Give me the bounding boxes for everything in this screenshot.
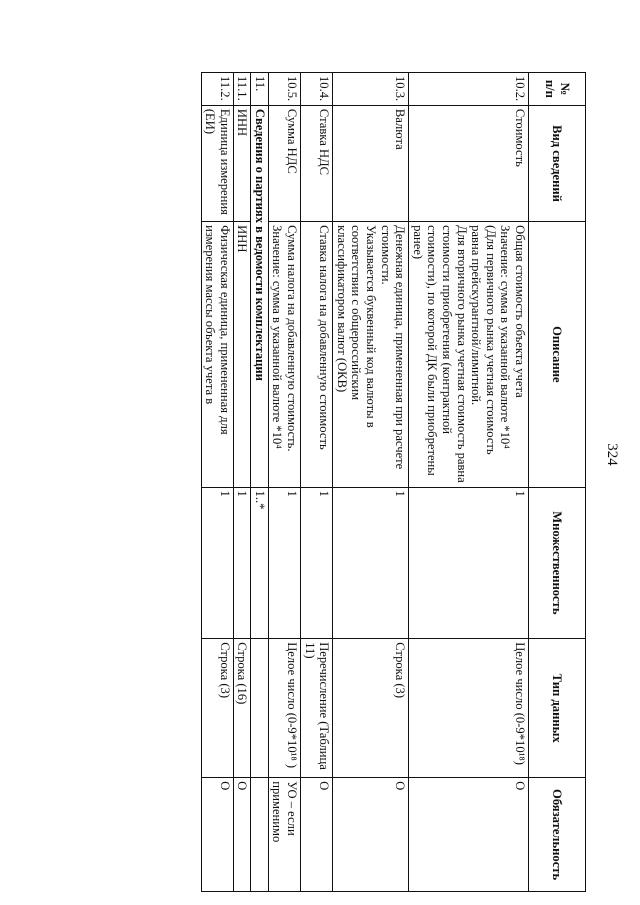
cell-section-title: Сведения о партиях в ведомости комплектации (251, 105, 269, 487)
cell-kind: Единица измерения (ЕИ) (201, 105, 233, 221)
page-number: 324 (603, 443, 620, 466)
cell-multiplicity: 1 (301, 487, 333, 639)
header-num: № п/п (529, 73, 586, 106)
cell-description: ИНН (233, 222, 251, 487)
cell-mandatory: УО – если применимо (268, 778, 300, 892)
cell-num: 10.3. (333, 73, 409, 106)
cell-kind: Стоимость (409, 105, 529, 221)
cell-multiplicity: 1 (268, 487, 300, 639)
table-row (268, 73, 300, 892)
header-kind: Вид сведений (529, 105, 586, 221)
cell-empty (251, 639, 269, 778)
cell-num: 11. (251, 73, 269, 106)
cell-data-type: Строка (3) (333, 639, 409, 778)
table-row (409, 73, 529, 892)
cell-multiplicity: 1 (233, 487, 251, 639)
cell-data-type: Строка (3) (201, 639, 233, 778)
cell-data-type: Перечисление (Таблица 11) (301, 639, 333, 778)
table-row (333, 73, 409, 892)
table-body (201, 73, 528, 892)
cell-num: 11.2. (201, 73, 233, 106)
cell-description: Денежная единица, примененная при расчете стоимости. Указывается буквенный код валюты в соответствии с общероссийским классификатором валют (ОКВ) (333, 222, 409, 487)
cell-kind: ИНН (233, 105, 251, 221)
header-multiplicity: Множественность (529, 487, 586, 639)
cell-multiplicity: 1 (333, 487, 409, 639)
cell-kind: Ставка НДС (301, 105, 333, 221)
cell-kind: Сумма НДС (268, 105, 300, 221)
cell-num: 10.4. (301, 73, 333, 106)
cell-mandatory: О (409, 778, 529, 892)
section-row (251, 73, 269, 892)
table-row (201, 73, 233, 892)
data-table (201, 72, 586, 892)
cell-description: Общая стоимость объекта учета Значение: сумма в указанной валюте *10⁴ (Для первичного рынка учетная стоимость равна прейскурантной/лимитной. Для вторичного рынка учетная стоимость равна стоимости приобретения (контрактной стоимости), по которой ДК были приобретены ранее) (409, 222, 529, 487)
cell-num: 10.5. (268, 73, 300, 106)
cell-mandatory: О (301, 778, 333, 892)
cell-multiplicity: 1 (409, 487, 529, 639)
rotated-page-content (42, 72, 586, 892)
table-row (301, 73, 333, 892)
cell-description: Ставка налога на добавленную стоимость (301, 222, 333, 487)
cell-mandatory: О (201, 778, 233, 892)
table-row (233, 73, 251, 892)
cell-num: 10.2. (409, 73, 529, 106)
cell-data-type: Строка (16) (233, 639, 251, 778)
cell-description: Физическая единица, примененная для измерения массы объекта учета в (201, 222, 233, 487)
cell-data-type: Целое число (0-9*10¹⁸ ) (268, 639, 300, 778)
cell-mandatory: О (233, 778, 251, 892)
cell-data-type: Целое число (0-9*10¹⁸) (409, 639, 529, 778)
table-header-row (529, 73, 586, 892)
header-description: Описание (529, 222, 586, 487)
cell-multiplicity: 1 (201, 487, 233, 639)
cell-description: Сумма налога на добавленную стоимость. Значение: сумма в указанной валюте *10⁴ (268, 222, 300, 487)
header-mandatory: Обязательность (529, 778, 586, 892)
cell-mandatory: О (333, 778, 409, 892)
header-data-type: Тип данных (529, 639, 586, 778)
cell-multiplicity: 1..* (251, 487, 269, 639)
cell-kind: Валюта (333, 105, 409, 221)
cell-empty (251, 778, 269, 892)
cell-num: 11.1. (233, 73, 251, 106)
